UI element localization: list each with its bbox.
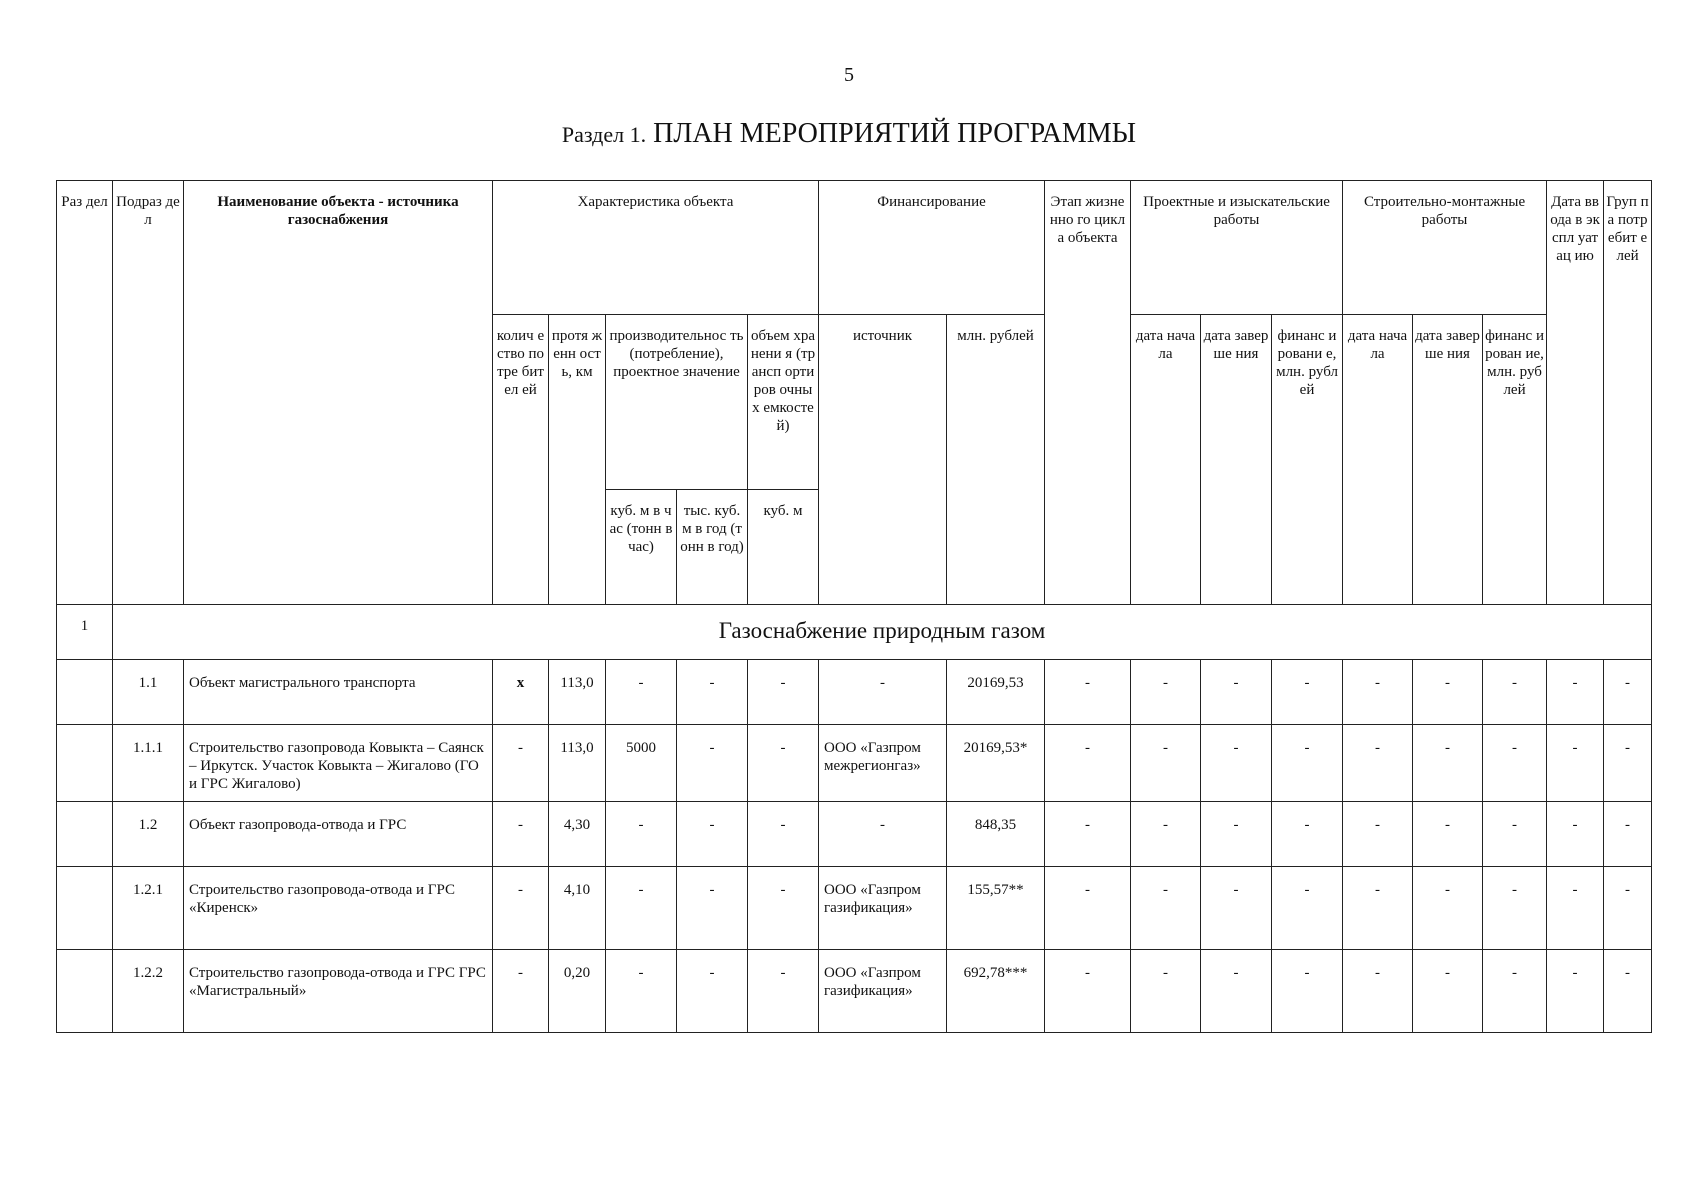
col-capacity-header: производительнос ть (потребление), проектное значение	[606, 315, 748, 490]
cell-stage: -	[1045, 725, 1131, 802]
cell-per-hour: -	[606, 802, 677, 867]
table-row	[57, 725, 1652, 802]
cell-razdel	[57, 725, 113, 802]
col-length-header: протя женн ость, км	[549, 315, 606, 605]
cell-design-finance: -	[1272, 950, 1343, 1033]
cell-consumers: -	[493, 867, 549, 950]
cell-consumer-group: -	[1604, 802, 1652, 867]
col-build-start-header: дата начала	[1343, 315, 1413, 605]
table-row	[57, 950, 1652, 1033]
cell-build-finance: -	[1483, 660, 1547, 725]
cell-subsection: 1.1	[113, 660, 184, 725]
cell-storage: -	[748, 867, 819, 950]
cell-razdel	[57, 867, 113, 950]
cell-razdel	[57, 660, 113, 725]
col-design-works-header: Проектные и изыскательские работы	[1131, 181, 1343, 315]
cell-per-year: -	[677, 725, 748, 802]
col-cubic-m-header: куб. м	[748, 490, 819, 605]
cell-per-year: -	[677, 802, 748, 867]
col-design-end-header: дата заверше ния	[1201, 315, 1272, 605]
col-thousand-cubic-per-year-header: тыс. куб. м в год (тонн в год)	[677, 490, 748, 605]
cell-build-end: -	[1413, 725, 1483, 802]
col-build-end-header: дата заверше ния	[1413, 315, 1483, 605]
col-consumers-count-header: колич ество потре бител ей	[493, 315, 549, 605]
col-commissioning-date-header: Дата ввода в экспл уатац ию	[1547, 181, 1604, 605]
cell-name: Строительство газопровода Ковыкта – Саянск – Иркутск. Участок Ковыкта – Жигалово (ГО и ГРС Жигалово)	[184, 725, 493, 802]
col-storage-volume-header: объем хранени я (трансп ортиров очных емкосте й)	[748, 315, 819, 490]
cell-subsection: 1.2	[113, 802, 184, 867]
cell-length: 113,0	[549, 725, 606, 802]
cell-name: Объект газопровода-отвода и ГРС	[184, 802, 493, 867]
cell-design-finance: -	[1272, 802, 1343, 867]
group-number: 1	[57, 605, 113, 660]
cell-name: Строительство газопровода-отвода и ГРС «Киренск»	[184, 867, 493, 950]
cell-consumers: -	[493, 802, 549, 867]
table-row	[57, 867, 1652, 950]
cell-subsection: 1.1.1	[113, 725, 184, 802]
cell-build-finance: -	[1483, 802, 1547, 867]
cell-subsection: 1.2.1	[113, 867, 184, 950]
cell-commissioning-date: -	[1547, 802, 1604, 867]
cell-consumer-group: -	[1604, 867, 1652, 950]
col-lifecycle-header: Этап жизненно го цикла объекта	[1045, 181, 1131, 605]
cell-mln-rub: 155,57**	[947, 867, 1045, 950]
cell-design-finance: -	[1272, 867, 1343, 950]
col-design-finance-header: финанс ировани е, млн. рублей	[1272, 315, 1343, 605]
cell-design-end: -	[1201, 660, 1272, 725]
cell-source: ООО «Газпром межрегионгаз»	[819, 725, 947, 802]
group-row	[57, 605, 1652, 660]
section-title-lead: Раздел 1.	[561, 122, 647, 147]
cell-source: -	[819, 660, 947, 725]
cell-length: 0,20	[549, 950, 606, 1033]
cell-per-year: -	[677, 867, 748, 950]
section-title	[0, 118, 1698, 150]
col-design-start-header: дата начала	[1131, 315, 1201, 605]
cell-design-end: -	[1201, 950, 1272, 1033]
cell-stage: -	[1045, 950, 1131, 1033]
cell-per-hour: -	[606, 950, 677, 1033]
cell-design-start: -	[1131, 802, 1201, 867]
cell-storage: -	[748, 725, 819, 802]
cell-design-start: -	[1131, 950, 1201, 1033]
cell-length: 113,0	[549, 660, 606, 725]
program-plan-table	[56, 180, 1652, 1033]
cell-stage: -	[1045, 660, 1131, 725]
section-title-main: ПЛАН МЕРОПРИЯТИЙ ПРОГРАММЫ	[653, 118, 1137, 149]
col-build-finance-header: финанс ирован ие, млн. рублей	[1483, 315, 1547, 605]
cell-per-year: -	[677, 660, 748, 725]
cell-storage: -	[748, 802, 819, 867]
cell-length: 4,30	[549, 802, 606, 867]
cell-build-end: -	[1413, 867, 1483, 950]
col-razdel-header: Раз дел	[57, 181, 113, 605]
cell-stage: -	[1045, 867, 1131, 950]
cell-design-start: -	[1131, 725, 1201, 802]
col-financing-header: Финансирование	[819, 181, 1045, 315]
cell-source: ООО «Газпром газификация»	[819, 950, 947, 1033]
cell-subsection: 1.2.2	[113, 950, 184, 1033]
cell-per-hour: -	[606, 867, 677, 950]
cell-build-finance: -	[1483, 725, 1547, 802]
cell-per-hour: -	[606, 660, 677, 725]
cell-design-start: -	[1131, 660, 1201, 725]
table-row	[57, 660, 1652, 725]
cell-storage: -	[748, 950, 819, 1033]
cell-build-finance: -	[1483, 867, 1547, 950]
cell-build-start: -	[1343, 725, 1413, 802]
cell-design-start: -	[1131, 867, 1201, 950]
cell-build-end: -	[1413, 950, 1483, 1033]
cell-razdel	[57, 802, 113, 867]
cell-design-end: -	[1201, 725, 1272, 802]
cell-stage: -	[1045, 802, 1131, 867]
cell-design-end: -	[1201, 867, 1272, 950]
cell-consumer-group: -	[1604, 660, 1652, 725]
cell-consumers: -	[493, 950, 549, 1033]
cell-build-start: -	[1343, 802, 1413, 867]
cell-mln-rub: 692,78***	[947, 950, 1045, 1033]
cell-source: ООО «Газпром газификация»	[819, 867, 947, 950]
cell-consumer-group: -	[1604, 725, 1652, 802]
col-construction-works-header: Строительно-монтажные работы	[1343, 181, 1547, 315]
cell-build-start: -	[1343, 867, 1413, 950]
col-mln-rub-header: млн. рублей	[947, 315, 1045, 605]
col-name-header: Наименование объекта - источника газоснабжения	[184, 181, 493, 605]
cell-per-year: -	[677, 950, 748, 1033]
cell-design-finance: -	[1272, 725, 1343, 802]
cell-commissioning-date: -	[1547, 660, 1604, 725]
table-row	[57, 802, 1652, 867]
cell-commissioning-date: -	[1547, 725, 1604, 802]
cell-mln-rub: 848,35	[947, 802, 1045, 867]
col-cubic-per-hour-header: куб. м в час (тонн в час)	[606, 490, 677, 605]
cell-design-end: -	[1201, 802, 1272, 867]
cell-consumer-group: -	[1604, 950, 1652, 1033]
cell-commissioning-date: -	[1547, 950, 1604, 1033]
cell-name: Строительство газопровода-отвода и ГРС ГРС «Магистральный»	[184, 950, 493, 1033]
cell-mln-rub: 20169,53*	[947, 725, 1045, 802]
cell-storage: -	[748, 660, 819, 725]
cell-consumers: x	[493, 660, 549, 725]
col-source-header: источник	[819, 315, 947, 605]
cell-source: -	[819, 802, 947, 867]
cell-consumers: -	[493, 725, 549, 802]
group-title: Газоснабжение природным газом	[113, 605, 1652, 660]
cell-mln-rub: 20169,53	[947, 660, 1045, 725]
cell-build-finance: -	[1483, 950, 1547, 1033]
header-row-1	[57, 181, 1652, 315]
cell-build-end: -	[1413, 802, 1483, 867]
cell-length: 4,10	[549, 867, 606, 950]
cell-build-start: -	[1343, 660, 1413, 725]
cell-build-start: -	[1343, 950, 1413, 1033]
cell-razdel	[57, 950, 113, 1033]
col-consumer-group-header: Груп па потр ебит елей	[1604, 181, 1652, 605]
col-characteristics-header: Характеристика объекта	[493, 181, 819, 315]
cell-build-end: -	[1413, 660, 1483, 725]
cell-design-finance: -	[1272, 660, 1343, 725]
cell-per-hour: 5000	[606, 725, 677, 802]
page-number: 5	[844, 64, 854, 86]
cell-commissioning-date: -	[1547, 867, 1604, 950]
col-podrazdel-header: Подраз дел	[113, 181, 184, 605]
cell-name: Объект магистрального транспорта	[184, 660, 493, 725]
